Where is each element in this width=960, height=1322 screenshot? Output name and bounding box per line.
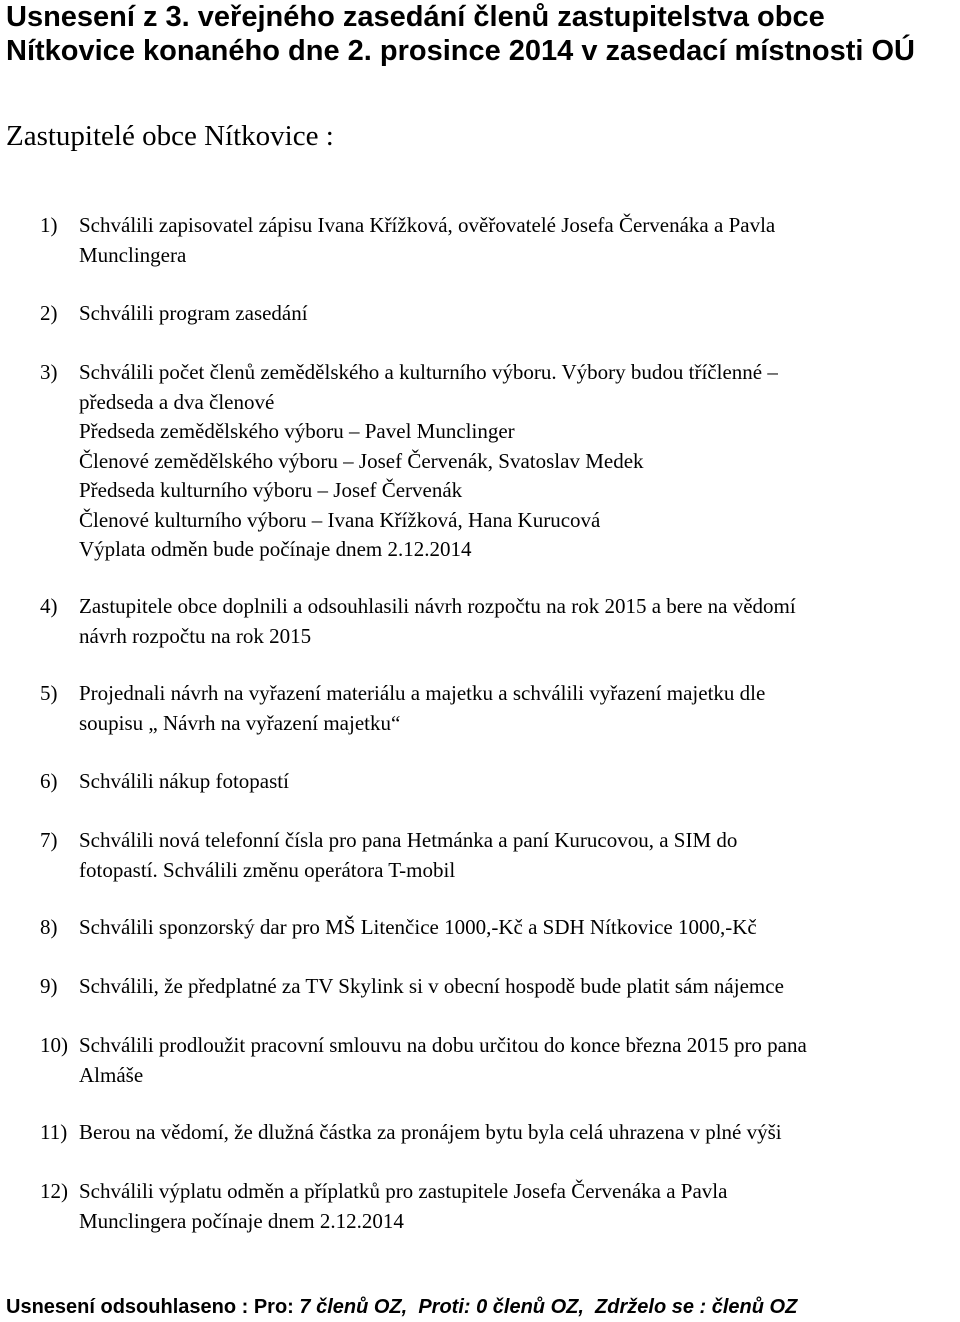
item-line: Schválili, že předplatné za TV Skylink si v obecní hospodě bude platit sám nájemce	[79, 974, 784, 998]
item-number: 11)	[40, 1120, 68, 1144]
document-title	[6, 0, 956, 68]
item-text	[79, 1177, 960, 1236]
item-text	[79, 592, 960, 651]
item-number: 10)	[40, 1033, 68, 1057]
item-number: 9)	[40, 974, 58, 998]
item-line: Berou na vědomí, že dlužná částka za pronájem bytu byla celá uhrazena v plné výši	[79, 1120, 782, 1144]
item-line: Zastupitele obce doplnili a odsouhlasili návrh rozpočtu na rok 2015 a bere na vědomí	[79, 594, 796, 618]
vote-pro: 7 členů OZ,	[299, 1296, 408, 1318]
item-text	[79, 767, 960, 797]
item-line: Předseda kulturního výboru – Josef Červenák	[79, 478, 463, 502]
vote-proti-label: Proti:	[418, 1296, 471, 1318]
item-line: soupisu „ Návrh na vyřazení majetku“	[79, 710, 401, 735]
item-number: 7)	[40, 828, 58, 852]
item-line: Projednali návrh na vyřazení materiálu a majetku a schválili vyřazení majetku dle	[79, 681, 766, 705]
item-line: Předseda zemědělského výboru – Pavel Munclinger	[79, 419, 515, 443]
item-line: Schválili počet členů zemědělského a kulturního výboru. Výbory budou tříčlenné –	[79, 360, 778, 384]
item-line: Členové kulturního výboru – Ivana Křížková, Hana Kurucová	[79, 507, 601, 532]
title-line-2: Nítkovice konaného dne 2. prosince 2014 v zasedací místnosti OÚ	[6, 35, 915, 67]
item-line: předseda a dva členové	[79, 389, 275, 414]
item-text	[79, 913, 960, 943]
item-number: 8)	[40, 915, 58, 939]
item-text	[79, 299, 960, 329]
item-line: Munclingera	[79, 242, 187, 267]
item-text	[79, 1031, 960, 1090]
item-line: Výplata odměn bude počínaje dnem 2.12.2014	[79, 537, 472, 561]
item-line: návrh rozpočtu na rok 2015	[79, 623, 312, 648]
item-text	[79, 679, 960, 738]
item-line: Schválili nová telefonní čísla pro pana Hetmánka a paní Kurucovou, a SIM do	[79, 828, 738, 852]
item-line: Almáše	[79, 1062, 144, 1087]
item-line: Schválili výplatu odměn a příplatků pro zastupitele Josefa Červenáka a Pavla	[79, 1179, 728, 1203]
item-number: 12)	[40, 1179, 68, 1203]
vote-proti: 0 členů OZ,	[476, 1296, 584, 1318]
item-line: Schválili zapisovatel zápisu Ivana Křížková, ověřovatelé Josefa Červenáka a Pavla	[79, 213, 776, 237]
item-line: Schválili nákup fotopastí	[79, 769, 289, 793]
item-text	[79, 211, 960, 270]
section-heading: Zastupitelé obce Nítkovice :	[6, 120, 334, 152]
item-line: Členové zemědělského výboru – Josef Červenák, Svatoslav Medek	[79, 448, 644, 473]
vote-zdrzelo: členů OZ	[711, 1296, 798, 1318]
item-line: fotopastí. Schválili změnu operátora T-mobil	[79, 857, 456, 882]
item-text	[79, 972, 960, 1002]
item-number: 5)	[40, 681, 58, 705]
item-line: Schválili sponzorský dar pro MŠ Litenčice 1000,-Kč a SDH Nítkovice 1000,-Kč	[79, 915, 757, 939]
vote-label: Usnesení odsouhlaseno : Pro:	[6, 1296, 294, 1318]
vote-zdrzelo-label: Zdrželo se :	[595, 1296, 707, 1318]
item-number: 6)	[40, 769, 58, 793]
item-text	[79, 1118, 960, 1148]
item-text	[79, 358, 960, 565]
item-line: Schválili program zasedání	[79, 301, 308, 325]
item-number: 4)	[40, 594, 58, 618]
item-number: 3)	[40, 360, 58, 384]
item-number: 1)	[40, 213, 58, 237]
item-number: 2)	[40, 301, 58, 325]
title-line-1: Usnesení z 3. veřejného zasedání členů zastupitelstva obce	[6, 1, 825, 33]
item-line: Munclingera počínaje dnem 2.12.2014	[79, 1208, 404, 1233]
vote-summary	[6, 1293, 797, 1321]
item-text	[79, 826, 960, 885]
item-line: Schválili prodloužit pracovní smlouvu na dobu určitou do konce března 2015 pro pana	[79, 1033, 807, 1057]
